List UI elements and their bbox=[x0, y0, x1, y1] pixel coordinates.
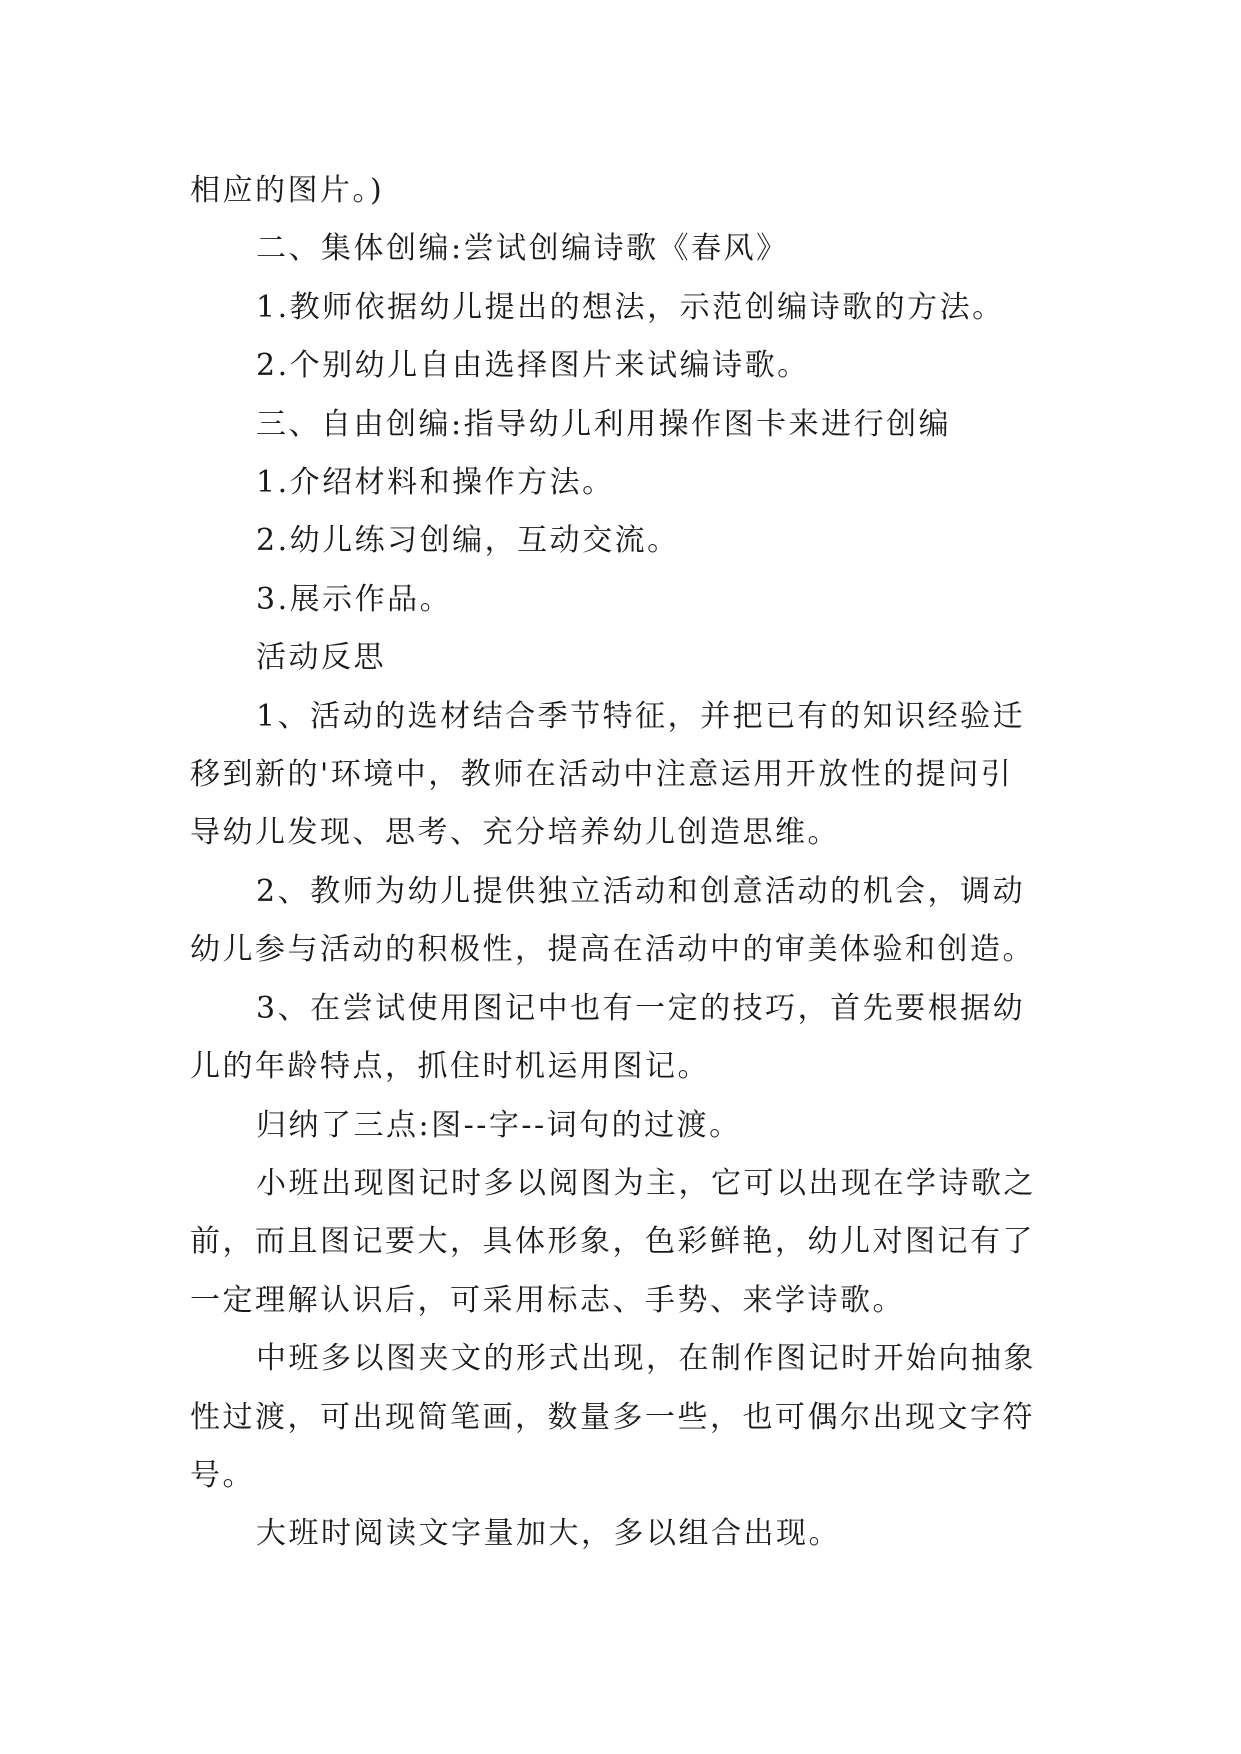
text-line: 一定理解认识后，可采用标志、手势、来学诗歌。 bbox=[190, 1282, 905, 1318]
paragraph bbox=[190, 162, 1056, 220]
text-line: 二、集体创编:尝试创编诗歌《春风》 bbox=[256, 231, 789, 267]
paragraph-continuation bbox=[190, 1038, 1056, 1096]
section-heading bbox=[190, 629, 1056, 687]
text-line: 前，而且图记要大，具体形象，色彩鲜艳，幼儿对图记有了 bbox=[190, 1224, 1035, 1260]
paragraph bbox=[190, 1097, 1056, 1155]
text-line: 儿的年龄特点，抓住时机运用图记。 bbox=[190, 1049, 710, 1085]
paragraph bbox=[190, 1330, 1056, 1388]
paragraph bbox=[190, 863, 1056, 921]
paragraph bbox=[190, 1155, 1056, 1213]
text-line: 3、在尝试使用图记中也有一定的技巧，首先要根据幼 bbox=[256, 990, 1026, 1026]
paragraph-continuation bbox=[190, 746, 1056, 863]
text-line: 3.展示作品。 bbox=[256, 581, 453, 617]
text-line: 1、活动的选材结合季节特征，并把已有的知识经验迁 bbox=[256, 698, 1026, 734]
paragraph-continuation bbox=[190, 921, 1056, 979]
text-line: 归纳了三点:图--字--词句的过渡。 bbox=[256, 1107, 742, 1143]
list-item bbox=[190, 571, 1056, 629]
text-line: 2、教师为幼儿提供独立活动和创意活动的机会，调动 bbox=[256, 873, 1026, 909]
section-heading bbox=[190, 220, 1056, 278]
paragraph bbox=[190, 688, 1056, 746]
paragraph-continuation bbox=[190, 1213, 1056, 1330]
text-line: 小班出现图记时多以阅图为主，它可以出现在学诗歌之 bbox=[256, 1165, 1036, 1201]
list-item bbox=[190, 279, 1056, 337]
document-body bbox=[190, 162, 1056, 1564]
text-line: 1.介绍材料和操作方法。 bbox=[256, 465, 615, 501]
section-heading bbox=[190, 396, 1056, 454]
text-line: 活动反思 bbox=[256, 640, 386, 676]
text-line: 导幼儿发现、思考、充分培养幼儿创造思维。 bbox=[190, 815, 840, 851]
text-line: 2.个别幼儿自由选择图片来试编诗歌。 bbox=[256, 348, 810, 384]
paragraph bbox=[190, 980, 1056, 1038]
text-line: 2.幼儿练习创编，互动交流。 bbox=[256, 523, 680, 559]
paragraph bbox=[190, 1505, 1056, 1563]
text-line: 移到新的'环境中，教师在活动中注意运用开放性的提问引 bbox=[190, 757, 1014, 793]
text-line: 性过渡，可出现简笔画，数量多一些，也可偶尔出现文字符 bbox=[190, 1399, 1035, 1435]
list-item bbox=[190, 337, 1056, 395]
text-line: 号。 bbox=[190, 1457, 255, 1493]
text-line: 中班多以图夹文的形式出现，在制作图记时开始向抽象 bbox=[256, 1341, 1036, 1377]
text-line: 三、自由创编:指导幼儿利用操作图卡来进行创编 bbox=[256, 406, 952, 442]
list-item bbox=[190, 512, 1056, 570]
text-line: 相应的图片。) bbox=[190, 173, 385, 208]
text-line: 幼儿参与活动的积极性，提高在活动中的审美体验和创造。 bbox=[190, 932, 1035, 968]
paragraph-continuation bbox=[190, 1389, 1056, 1506]
text-line: 1.教师依据幼儿提出的想法，示范创编诗歌的方法。 bbox=[256, 289, 1005, 325]
list-item bbox=[190, 454, 1056, 512]
text-line: 大班时阅读文字量加大，多以组合出现。 bbox=[256, 1516, 841, 1552]
